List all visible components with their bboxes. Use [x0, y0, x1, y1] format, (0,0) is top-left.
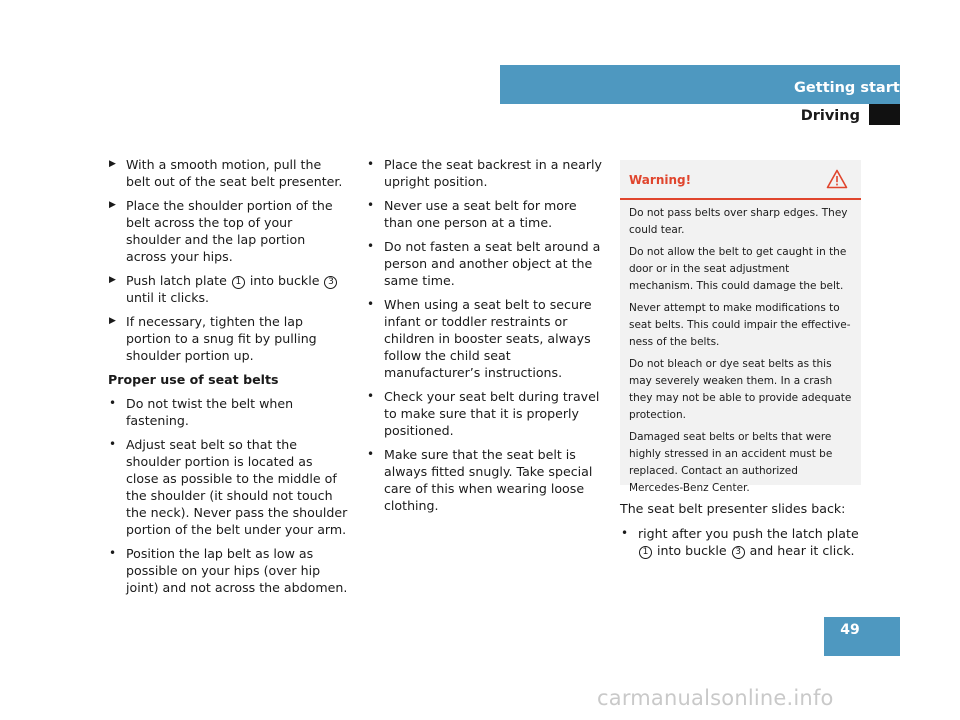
bullet-item: [108, 395, 348, 429]
bullet-icon: •: [367, 239, 375, 253]
bullet-text-start: right after you push the latch plate: [638, 526, 859, 541]
instruction-step: [108, 272, 348, 306]
bullet-icon: •: [367, 198, 375, 212]
section-title: Getting started: [794, 80, 920, 96]
bullet-text: When using a seat belt to secure infant or toddler restraints or children in booster seats, always follow the child seat manufacturer’s instructions.: [384, 297, 592, 380]
warning-paragraph: Never attempt to make modifications to seat belts. This could impair the effective-ness of the belts.: [629, 302, 851, 348]
bullet-icon: •: [367, 297, 375, 311]
warning-triangle-icon: [826, 169, 848, 189]
column-left: [108, 156, 348, 603]
subsection-title: Driving: [800, 108, 860, 124]
bullet-icon: •: [109, 546, 117, 560]
warning-title: Warning!: [629, 173, 692, 187]
bullet-icon: •: [367, 447, 375, 461]
warning-paragraph: Do not allow the belt to get caught in the door or in the seat adjustment mechanism. This could damage the belt.: [629, 246, 847, 292]
callout-number: 3: [732, 546, 745, 559]
bullet-item: [366, 238, 606, 289]
warning-body: [620, 200, 861, 497]
bullet-icon: •: [367, 157, 375, 171]
warning-paragraph: Do not pass belts over sharp edges. They could tear.: [629, 207, 848, 236]
bullet-item: [108, 436, 348, 538]
bullet-item: [366, 156, 606, 190]
bullet-icon: •: [109, 437, 117, 451]
bullet-item: [108, 545, 348, 596]
bullet-item: [366, 446, 606, 514]
step-text: Place the shoulder portion of the belt across the top of your shoulder and the lap portion across your hips.: [126, 198, 333, 264]
warning-paragraph: Do not bleach or dye seat belts as this may severely weaken them. In a crash they may not be able to provide adequate protection.: [629, 358, 852, 421]
step-text: With a smooth motion, pull the belt out of the seat belt presenter.: [126, 157, 343, 189]
bullet-text-end: and hear it click.: [745, 543, 855, 558]
instruction-step: [108, 313, 348, 364]
instruction-step: [108, 197, 348, 265]
callout-number: 3: [324, 276, 337, 289]
bullet-text: Do not twist the belt when fastening.: [126, 396, 294, 428]
bullet-item: [620, 525, 862, 559]
bullet-text: Do not fasten a seat belt around a person and another object at the same time.: [384, 239, 601, 288]
bullet-text: Never use a seat belt for more than one person at a time.: [384, 198, 577, 230]
arrow-icon: ▶: [109, 159, 116, 169]
bullet-text: Check your seat belt during travel to make sure that it is properly positioned.: [384, 389, 600, 438]
step-text: If necessary, tighten the lap portion to a snug fit by pulling shoulder portion up.: [126, 314, 317, 363]
bullet-text: Adjust seat belt so that the shoulder portion is located as close as possible to the middle of the shoulder (it should not touch the neck). Never pass the shoulder portion of the belt under your arm.: [126, 437, 348, 537]
warning-box: [620, 160, 861, 494]
bullet-item: [366, 296, 606, 381]
step-text-start: Push latch plate: [126, 273, 231, 288]
bullet-text: Position the lap belt as low as possible on your hips (over hip joint) and not across the abdomen.: [126, 546, 348, 595]
bullet-icon: •: [109, 396, 117, 410]
arrow-icon: ▶: [109, 275, 116, 285]
warning-header: [620, 160, 861, 200]
bullet-item: [366, 197, 606, 231]
arrow-icon: ▶: [109, 200, 116, 210]
watermark: carmanualsonline.info: [597, 686, 834, 710]
bullet-text: Place the seat backrest in a nearly upright position.: [384, 157, 602, 189]
bullet-item: [366, 388, 606, 439]
column-middle: [366, 156, 606, 521]
page-number: 49: [840, 622, 860, 638]
arrow-icon: ▶: [109, 316, 116, 326]
bullet-text: Make sure that the seat belt is always fitted snugly. Take special care of this when wearing loose clothing.: [384, 447, 593, 513]
step-text-end: until it clicks.: [126, 290, 210, 305]
presenter-intro: The seat belt presenter slides back:: [620, 501, 846, 516]
step-text-middle: into buckle: [245, 273, 324, 288]
callout-number: 1: [232, 276, 245, 289]
warning-paragraph: Damaged seat belts or belts that were highly stressed in an accident must be replaced. Contact an authorized Mercedes-Benz Center.: [629, 431, 833, 494]
callout-number: 1: [639, 546, 652, 559]
instruction-step: [108, 156, 348, 190]
header-marker: [869, 104, 900, 125]
bullet-text-middle: into buckle: [653, 543, 731, 558]
bullet-icon: •: [367, 389, 375, 403]
presenter-info: [620, 500, 862, 566]
bullet-icon: •: [621, 526, 629, 540]
section-heading: Proper use of seat belts: [108, 372, 279, 387]
